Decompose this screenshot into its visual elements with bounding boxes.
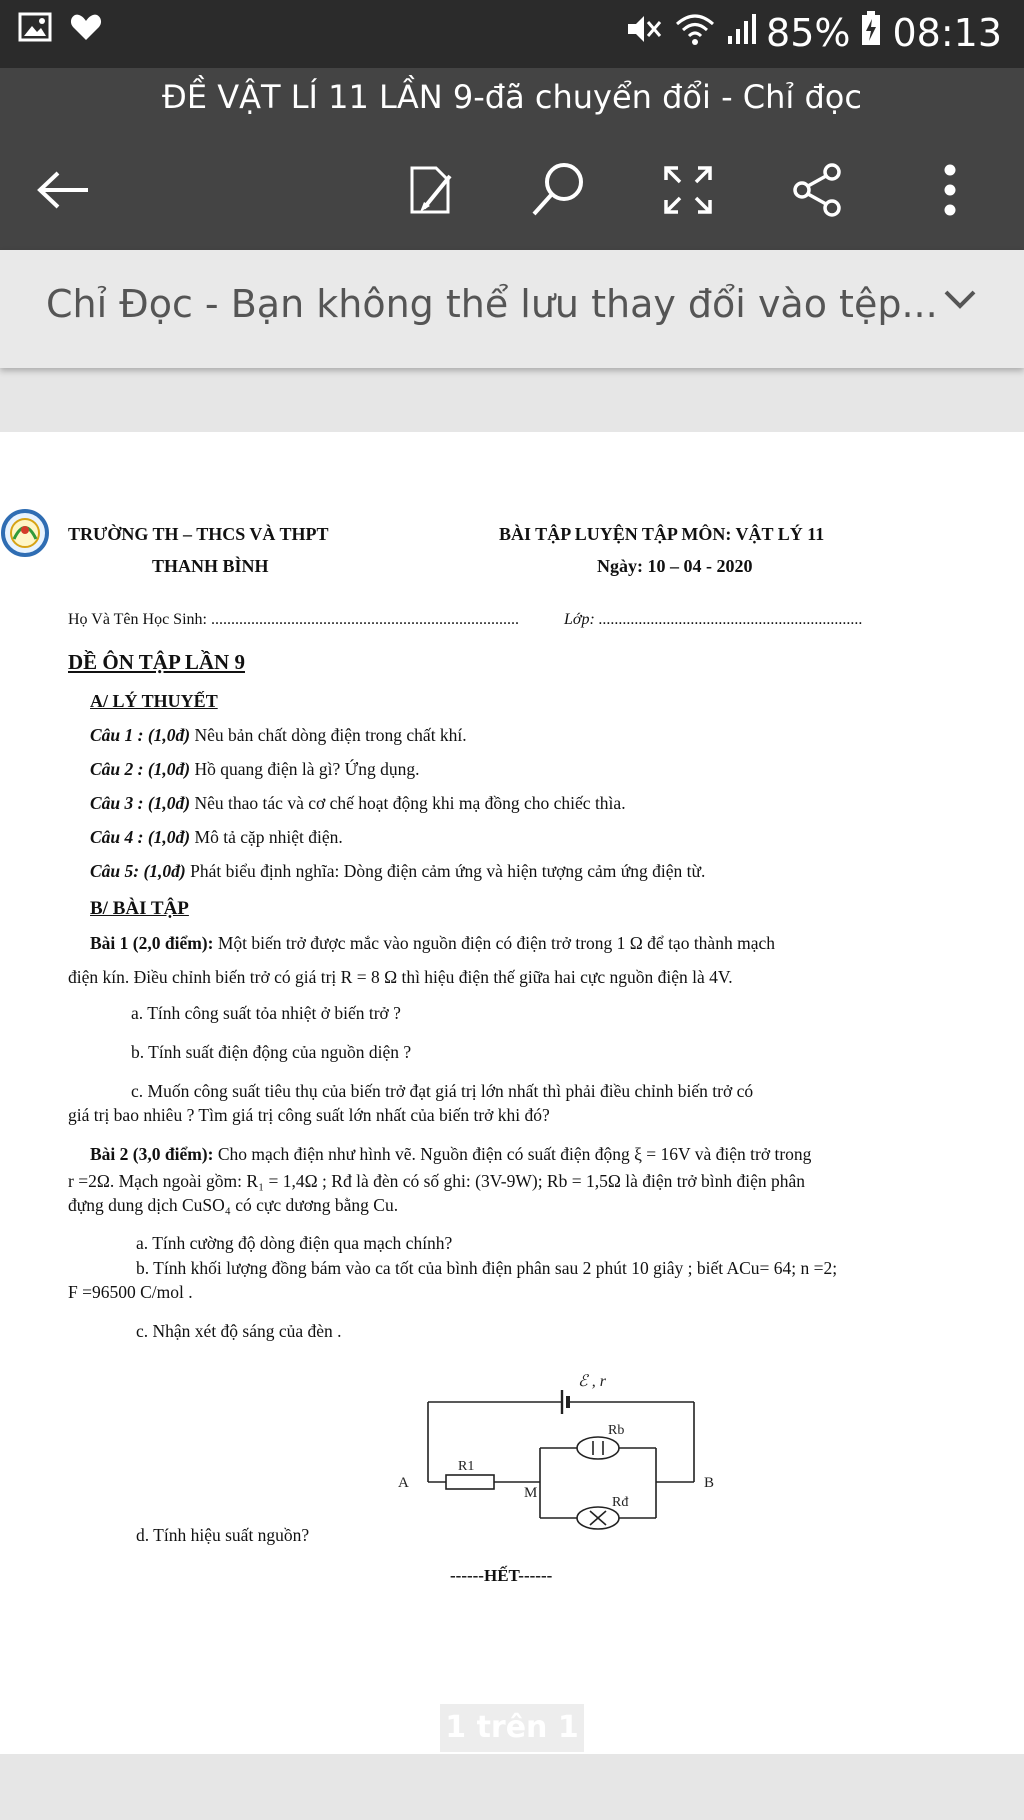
circuit-node-a: A bbox=[398, 1475, 409, 1491]
circuit-node-m: M bbox=[524, 1485, 538, 1501]
bai1-part-c-line1: c. Muốn công suất tiêu thụ của biến trở đạt giá trị lớn nhất thì phải điều chỉnh biến trở có bbox=[131, 1081, 754, 1101]
bai2-part-b-line1: b. Tính khối lượng đồng bám vào ca tốt của bình điện phân sau 2 phút 10 giây ; biết ACu= 64; n =2; bbox=[136, 1258, 838, 1278]
document-page bbox=[0, 432, 1024, 1754]
back-arrow-icon bbox=[36, 170, 92, 210]
bai1-part-c-line2: giá trị bao nhiêu ? Tìm giá trị công suất lớn nhất của biến trở khi đó? bbox=[68, 1105, 550, 1125]
search-icon bbox=[528, 160, 588, 220]
more-icon bbox=[940, 162, 960, 218]
exam-heading: DỀ ÔN TẬP LẦN 9 bbox=[68, 650, 245, 674]
battery-icon bbox=[860, 10, 882, 55]
bai1-line1: Bài 1 (2,0 điểm): Một biến trở được mắc vào nguồn điện có điện trở trong 1 Ω để tạo thành mạch bbox=[90, 933, 775, 953]
exercise-date: Ngày: 10 – 04 - 2020 bbox=[597, 556, 753, 576]
end-marker: ------HẾT------ bbox=[450, 1566, 553, 1585]
theory-question-3: Câu 3 : (1,0đ) Nêu thao tác và cơ chế hoạt động khi mạ đồng cho chiếc thìa. bbox=[90, 793, 626, 813]
student-name-line: Họ Và Tên Học Sinh: ............................................................................. bbox=[68, 611, 519, 628]
circuit-diagram bbox=[390, 1362, 730, 1552]
theory-question-2: Câu 2 : (1,0đ) Hồ quang điện là gì? Ứng dụng. bbox=[90, 759, 420, 779]
bai2-line3: đựng dung dịch CuSO₄ có cực dương bằng Cu. bbox=[68, 1195, 399, 1215]
document-title: ĐỀ VẬT LÍ 11 LẦN 9-đã chuyển đổi - Chỉ đọc bbox=[162, 78, 862, 116]
battery-text: 85% bbox=[766, 10, 851, 55]
lamp-rd bbox=[577, 1507, 619, 1529]
read-only-banner[interactable] bbox=[0, 250, 1024, 368]
theory-question-5: Câu 5: (1,0đ) Phát biểu định nghĩa: Dòng điện cảm ứng và hiện tượng cảm ứng điện từ. bbox=[90, 861, 706, 881]
bai2-line2: r =2Ω. Mạch ngoài gồm: R₁ = 1,4Ω ; Rđ là đèn có số ghi: (3V-9W); Rb = 1,5Ω là điện trở bình điện phân bbox=[68, 1171, 806, 1191]
search-button[interactable] bbox=[522, 154, 594, 226]
signal-icon bbox=[726, 11, 756, 55]
electrolytic-cell-rb bbox=[577, 1437, 619, 1459]
fullscreen-icon bbox=[660, 162, 716, 218]
section-b-heading: B/ BÀI TẬP bbox=[90, 898, 189, 919]
theory-question-1: Câu 1 : (1,0đ) Nêu bản chất dòng điện trong chất khí. bbox=[90, 725, 467, 745]
bai2-part-a: a. Tính cường độ dòng điện qua mạch chính? bbox=[136, 1233, 453, 1253]
bai1-line2: điện kín. Điều chỉnh biến trở có giá trị R = 8 Ω thì hiệu điện thế giữa hai cực nguồn điện là 4V. bbox=[68, 967, 733, 987]
fullscreen-button[interactable] bbox=[652, 154, 724, 226]
exercise-title: BÀI TẬP LUYỆN TẬP MÔN: VẬT LÝ 11 bbox=[499, 524, 825, 544]
read-only-message: Chỉ Đọc - Bạn không thể lưu thay đổi vào tệp... bbox=[46, 282, 938, 326]
circuit-node-b: B bbox=[704, 1475, 715, 1491]
school-name-line1: TRƯỜNG TH – THCS VÀ THPT bbox=[68, 524, 329, 544]
circuit-r1-label: R1 bbox=[458, 1459, 475, 1474]
bai2-part-b-line2: F =96500 C/mol . bbox=[68, 1282, 193, 1302]
resistor-r1 bbox=[446, 1475, 494, 1489]
more-options-button[interactable] bbox=[914, 154, 986, 226]
wifi-icon bbox=[674, 11, 716, 55]
edit-button[interactable] bbox=[394, 154, 466, 226]
school-name-line2: THANH BÌNH bbox=[152, 556, 269, 576]
bai2-part-c: c. Nhận xét độ sáng của đèn . bbox=[136, 1321, 342, 1341]
share-icon bbox=[790, 162, 846, 218]
clock: 08:13 bbox=[892, 10, 1002, 55]
bai1-part-a: a. Tính công suất tỏa nhiệt ở biến trở ? bbox=[131, 1003, 401, 1023]
gallery-icon bbox=[18, 12, 52, 47]
status-bar bbox=[0, 0, 1024, 68]
circuit-source-label: ℰ , r bbox=[578, 1373, 606, 1390]
circuit-rd-label: Rđ bbox=[612, 1495, 629, 1510]
class-line: Lớp: .................................................................. bbox=[564, 611, 863, 628]
chevron-down-icon[interactable] bbox=[942, 288, 978, 317]
heart-icon bbox=[70, 12, 102, 47]
share-button[interactable] bbox=[782, 154, 854, 226]
battery-symbol bbox=[562, 1390, 568, 1414]
app-bar bbox=[0, 68, 1024, 250]
section-a-heading: A/ LÝ THUYẾT bbox=[90, 691, 218, 711]
theory-question-4: Câu 4 : (1,0đ) Mô tả cặp nhiệt điện. bbox=[90, 827, 343, 847]
edit-icon bbox=[402, 162, 458, 218]
bai2-line1: Bài 2 (3,0 điểm): Cho mạch điện như hình vẽ. Nguồn điện có suất điện động ξ = 16V và điện trở trong bbox=[90, 1144, 812, 1164]
circuit-rb-label: Rb bbox=[608, 1423, 625, 1438]
bai2-part-d: d. Tính hiệu suất nguồn? bbox=[136, 1525, 310, 1545]
bai1-part-b: b. Tính suất điện động của nguồn diện ? bbox=[131, 1042, 412, 1062]
back-button[interactable] bbox=[28, 154, 100, 226]
school-logo bbox=[0, 506, 50, 565]
page-indicator: 1 trên 1 bbox=[440, 1704, 584, 1752]
mute-icon bbox=[624, 11, 664, 55]
